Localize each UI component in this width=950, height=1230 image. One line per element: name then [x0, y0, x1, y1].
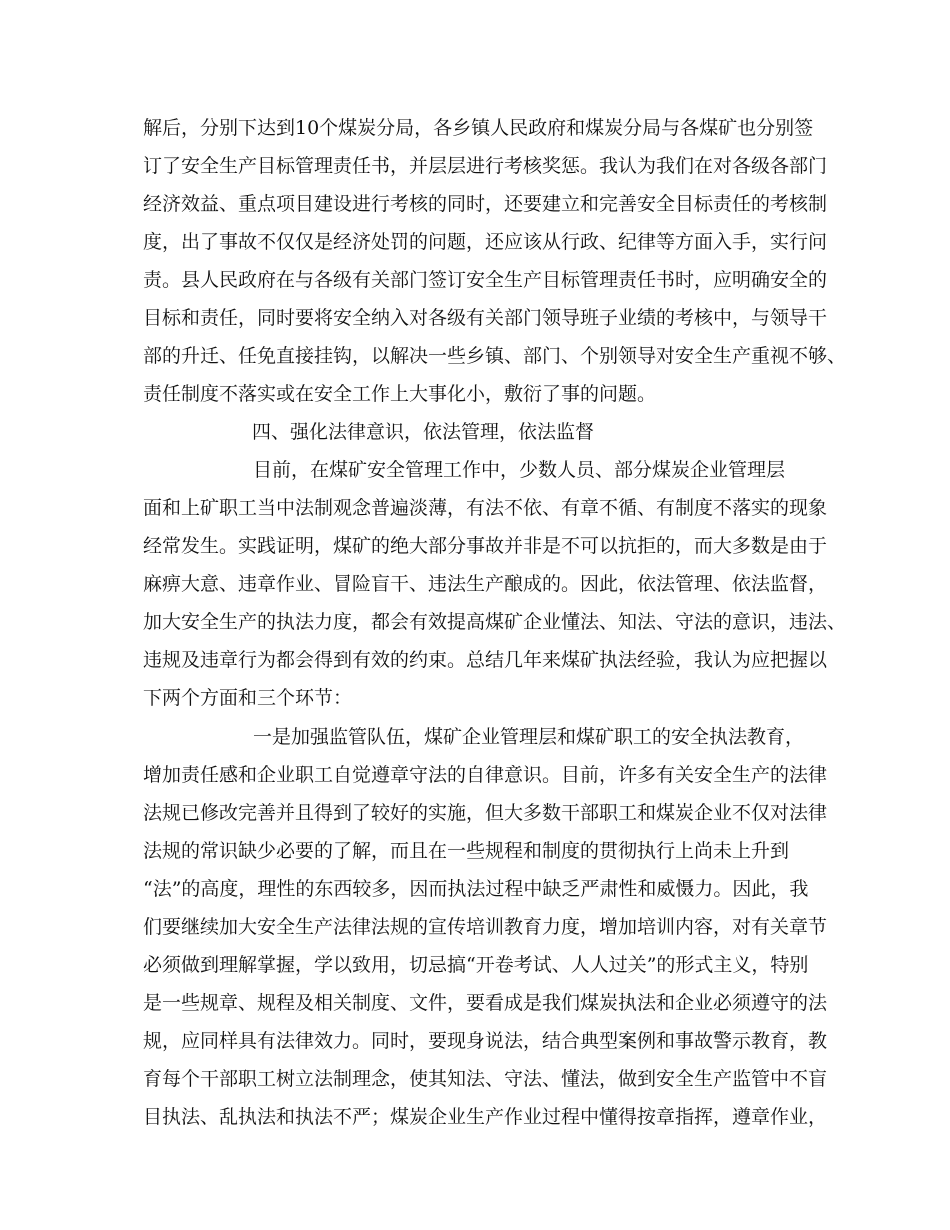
body-text-line: 目执法、乱执法和执法不严；煤炭企业生产作业过程中懂得按章指挥，遵章作业，	[143, 1106, 828, 1128]
body-text-line: 一是加强监管队伍，煤矿企业管理层和煤矿职工的安全执法教育，	[253, 726, 805, 748]
body-text-line: 目标和责任，同时要将安全纳入对各级有关部门领导班子业绩的考核中，与领导干	[143, 307, 828, 329]
body-text-line: 度，出了事故不仅仅是经济处罚的问题，还应该从行政、纪律等方面入手，实行问	[143, 231, 828, 253]
body-text-line: 法规的常识缺少必要的了解，而且在一些规程和制度的贯彻执行上尚未上升到	[143, 840, 790, 862]
body-text-line: 责。县人民政府在与各级有关部门签订安全生产目标管理责任书时，应明确安全的	[143, 269, 828, 291]
body-text-line: 经常发生。实践证明，煤矿的绝大部分事故并非是不可以抗拒的，而大多数是由于	[143, 535, 828, 557]
body-text-line: 增加责任感和企业职工自觉遵章守法的自律意识。目前，许多有关安全生产的法律	[143, 764, 828, 786]
body-text-line: 目前，在煤矿安全管理工作中，少数人员、部分煤炭企业管理层	[253, 459, 786, 481]
body-text-line: 订了安全生产目标管理责任书，并层层进行考核奖惩。我认为我们在对各级各部门	[143, 155, 828, 177]
body-text-line: 下两个方面和三个环节：	[143, 687, 353, 709]
body-text-line: 加大安全生产的执法力度，都会有效提高煤矿企业懂法、知法、守法的意识，违法、	[143, 611, 847, 633]
body-text-line: 解后，分别下达到10个煤炭分局，各乡镇人民政府和煤炭分局与各煤矿也分别签	[143, 117, 814, 139]
body-text-line: 违规及违章行为都会得到有效的约束。总结几年来煤矿执法经验，我认为应把握以	[143, 649, 828, 671]
body-text-line: 规，应同样具有法律效力。同时，要现身说法，结合典型案例和事故警示教育，教	[143, 1030, 828, 1052]
body-text-line: 是一些规章、规程及相关制度、文件，要看成是我们煤炭执法和企业必须遵守的法	[143, 992, 828, 1014]
section-heading: 四、强化法律意识，依法管理，依法监督	[252, 421, 595, 443]
body-text-line: 必须做到理解掌握，学以致用，切忌搞“开卷考试、人人过关”的形式主义，特别	[143, 954, 809, 976]
body-text-line: 育每个干部职工树立法制理念，使其知法、守法、懂法，做到安全生产监管中不盲	[143, 1068, 828, 1090]
body-text-line: 法规已修改完善并且得到了较好的实施，但大多数干部职工和煤炭企业不仅对法律	[143, 802, 828, 824]
body-text-line: 责任制度不落实或在安全工作上大事化小，敷衍了事的问题。	[143, 383, 657, 405]
body-text-line: 面和上矿职工当中法制观念普遍淡薄，有法不依、有章不循、有制度不落实的现象	[143, 497, 828, 519]
body-text-line: “法”的高度，理性的东西较多，因而执法过程中缺乏严肃性和威慑力。因此，我	[143, 878, 809, 900]
body-text-line: 经济效益、重点项目建设进行考核的同时，还要建立和完善安全目标责任的考核制	[143, 193, 828, 215]
body-text-line: 们要继续加大安全生产法律法规的宣传培训教育力度，增加培训内容，对有关章节	[143, 916, 828, 938]
body-text-line: 麻痹大意、违章作业、冒险盲干、违法生产酿成的。因此，依法管理、依法监督，	[143, 573, 828, 595]
body-text-line: 部的升迁、任免直接挂钩，以解决一些乡镇、部门、个别领导对安全生产重视不够、	[143, 345, 847, 367]
